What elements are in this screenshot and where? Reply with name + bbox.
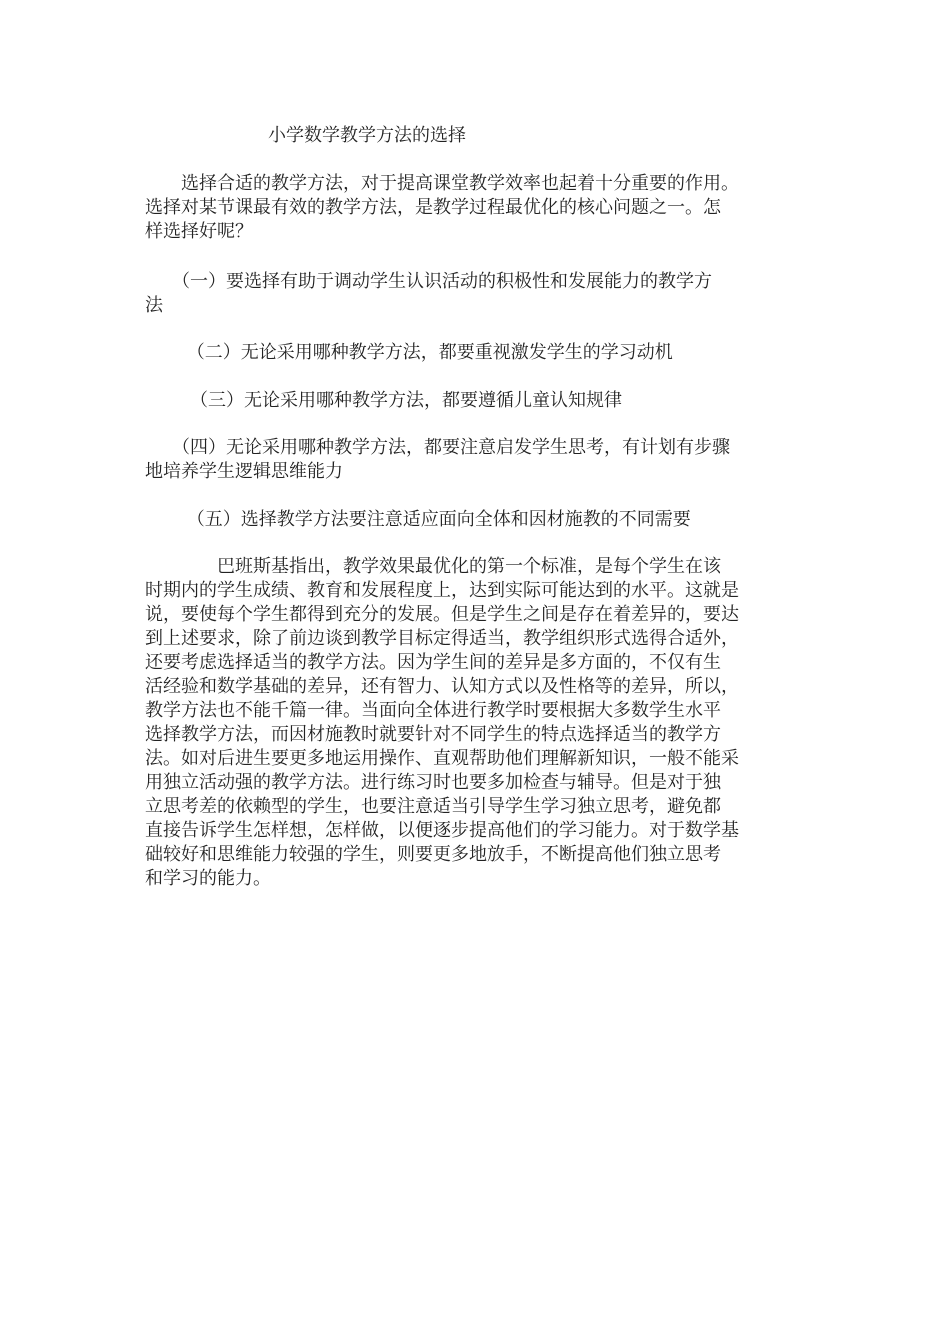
intro-line: 选择对某节课最有效的教学方法，是教学过程最优化的核心问题之一。怎 <box>145 197 721 218</box>
body-line: 说，要使每个学生都得到充分的发展。但是学生之间是存在着差异的，要达 <box>145 604 739 625</box>
section-heading-2 <box>145 341 813 365</box>
intro-line: 选择合适的教学方法，对于提高课堂教学效率也起着十分重要的作用。 <box>145 173 739 194</box>
intro-line: 样选择好呢？ <box>145 221 253 242</box>
body-line: 还要考虑选择适当的教学方法。因为学生间的差异是多方面的，不仅有生 <box>145 652 721 673</box>
body-line: 和学习的能力。 <box>145 868 271 889</box>
body-line: 巴班斯基指出，教学效果最优化的第一个标准，是每个学生在该 <box>145 556 721 577</box>
body-line: 时期内的学生成绩、教育和发展程度上，达到实际可能达到的水平。这就是 <box>145 580 739 601</box>
body-line: 础较好和思维能力较强的学生，则要更多地放手，不断提高他们独立思考 <box>145 844 721 865</box>
body-line: 立思考差的依赖型的学生，也要注意适当引导学生学习独立思考，避免都 <box>145 796 721 817</box>
section-heading-1 <box>145 270 813 318</box>
document-title: 小学数学教学方法的选择 <box>268 125 466 146</box>
body-line: 法。如对后进生要更多地运用操作、直观帮助他们理解新知识，一般不能采 <box>145 748 739 769</box>
body-line: 直接告诉学生怎样想，怎样做，以便逐步提高他们的学习能力。对于数学基 <box>145 820 739 841</box>
section-heading-line: （一）要选择有助于调动学生认识活动的积极性和发展能力的教学方 <box>145 271 712 292</box>
body-line: 教学方法也不能千篇一律。当面向全体进行教学时要根据大多数学生水平 <box>145 700 721 721</box>
body-paragraph <box>145 555 813 891</box>
section-heading-line: （二）无论采用哪种教学方法，都要重视激发学生的学习动机 <box>145 342 673 363</box>
body-line: 到上述要求，除了前边谈到教学目标定得适当，教学组织形式选得合适外， <box>145 628 739 649</box>
section-heading-line: （五）选择教学方法要注意适应面向全体和因材施教的不同需要 <box>145 509 691 530</box>
section-heading-3 <box>145 389 813 413</box>
section-heading-4 <box>145 436 813 484</box>
intro-paragraph <box>145 172 813 244</box>
body-line: 用独立活动强的教学方法。进行练习时也要多加检查与辅导。但是对于独 <box>145 772 721 793</box>
body-line: 活经验和数学基础的差异，还有智力、认知方式以及性格等的差异，所以， <box>145 676 739 697</box>
section-heading-line: 法 <box>145 295 163 316</box>
section-heading-line: （三）无论采用哪种教学方法，都要遵循儿童认知规律 <box>145 390 622 411</box>
section-heading-5 <box>145 508 813 532</box>
section-heading-line: （四）无论采用哪种教学方法，都要注意启发学生思考，有计划有步骤 <box>145 437 730 458</box>
body-line: 选择教学方法，而因材施教时就要针对不同学生的特点选择适当的教学方 <box>145 724 721 745</box>
section-heading-line: 地培养学生逻辑思维能力 <box>145 461 343 482</box>
